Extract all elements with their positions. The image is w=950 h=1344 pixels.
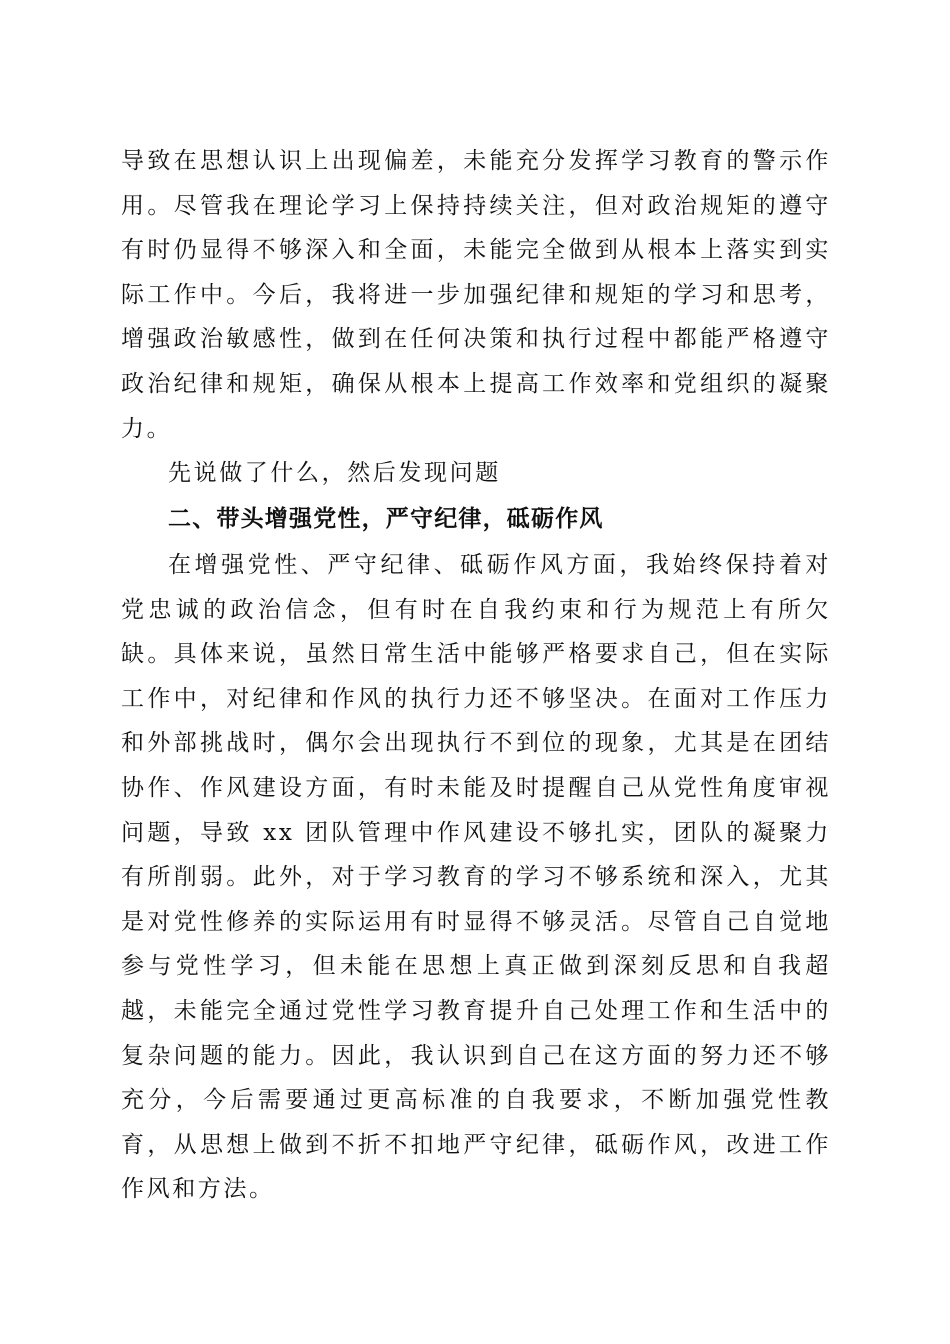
section-paragraph: 在增强党性、严守纪律、砥砺作风方面，我始终保持着对党忠诚的政治信念，但有时在自我约束和行为规范上有所欠缺。具体来说，虽然日常生活中能够严格要求自己，但在实际工作中，对纪律和作风的执行力还不够坚决。在面对工作压力和外部挑战时，偶尔会出现执行不到位的现象，尤其是在团结协作、作风建设方面，有时未能及时提醒自己从党性角度审视问题，导致 xx 团队管理中作风建设不够扎实，团队的凝聚力有所削弱。此外，对于学习教育的学习不够系统和深入，尤其是对党性修养的实际运用有时显得不够灵活。尽管自己自觉地参与党性学习，但未能在思想上真正做到深刻反思和自我超越，未能完全通过党性学习教育提升自己处理工作和生活中的复杂问题的能力。因此，我认识到自己在这方面的努力还不够充分，今后需要通过更高标准的自我要求，不断加强党性教育，从思想上做到不折不扣地严守纪律，砥砺作风，改进工作作风和方法。 xyxy=(121,552,831,1203)
section-heading: 二、带头增强党性，严守纪律，砥砺作风 xyxy=(168,506,604,532)
continued-paragraph: 导致在思想认识上出现偏差，未能充分发挥学习教育的警示作用。尽管我在理论学习上保持持续关注，但对政治规矩的遵守有时仍显得不够深入和全面，未能完全做到从根本上落实到实际工作中。今后，我将进一步加强纪律和规矩的学习和思考，增强政治敏感性，做到在任何决策和执行过程中都能严格遵守政治纪律和规矩，确保从根本上提高工作效率和党组织的凝聚力。 xyxy=(121,148,831,442)
note-line: 先说做了什么，然后发现问题 xyxy=(168,460,501,486)
